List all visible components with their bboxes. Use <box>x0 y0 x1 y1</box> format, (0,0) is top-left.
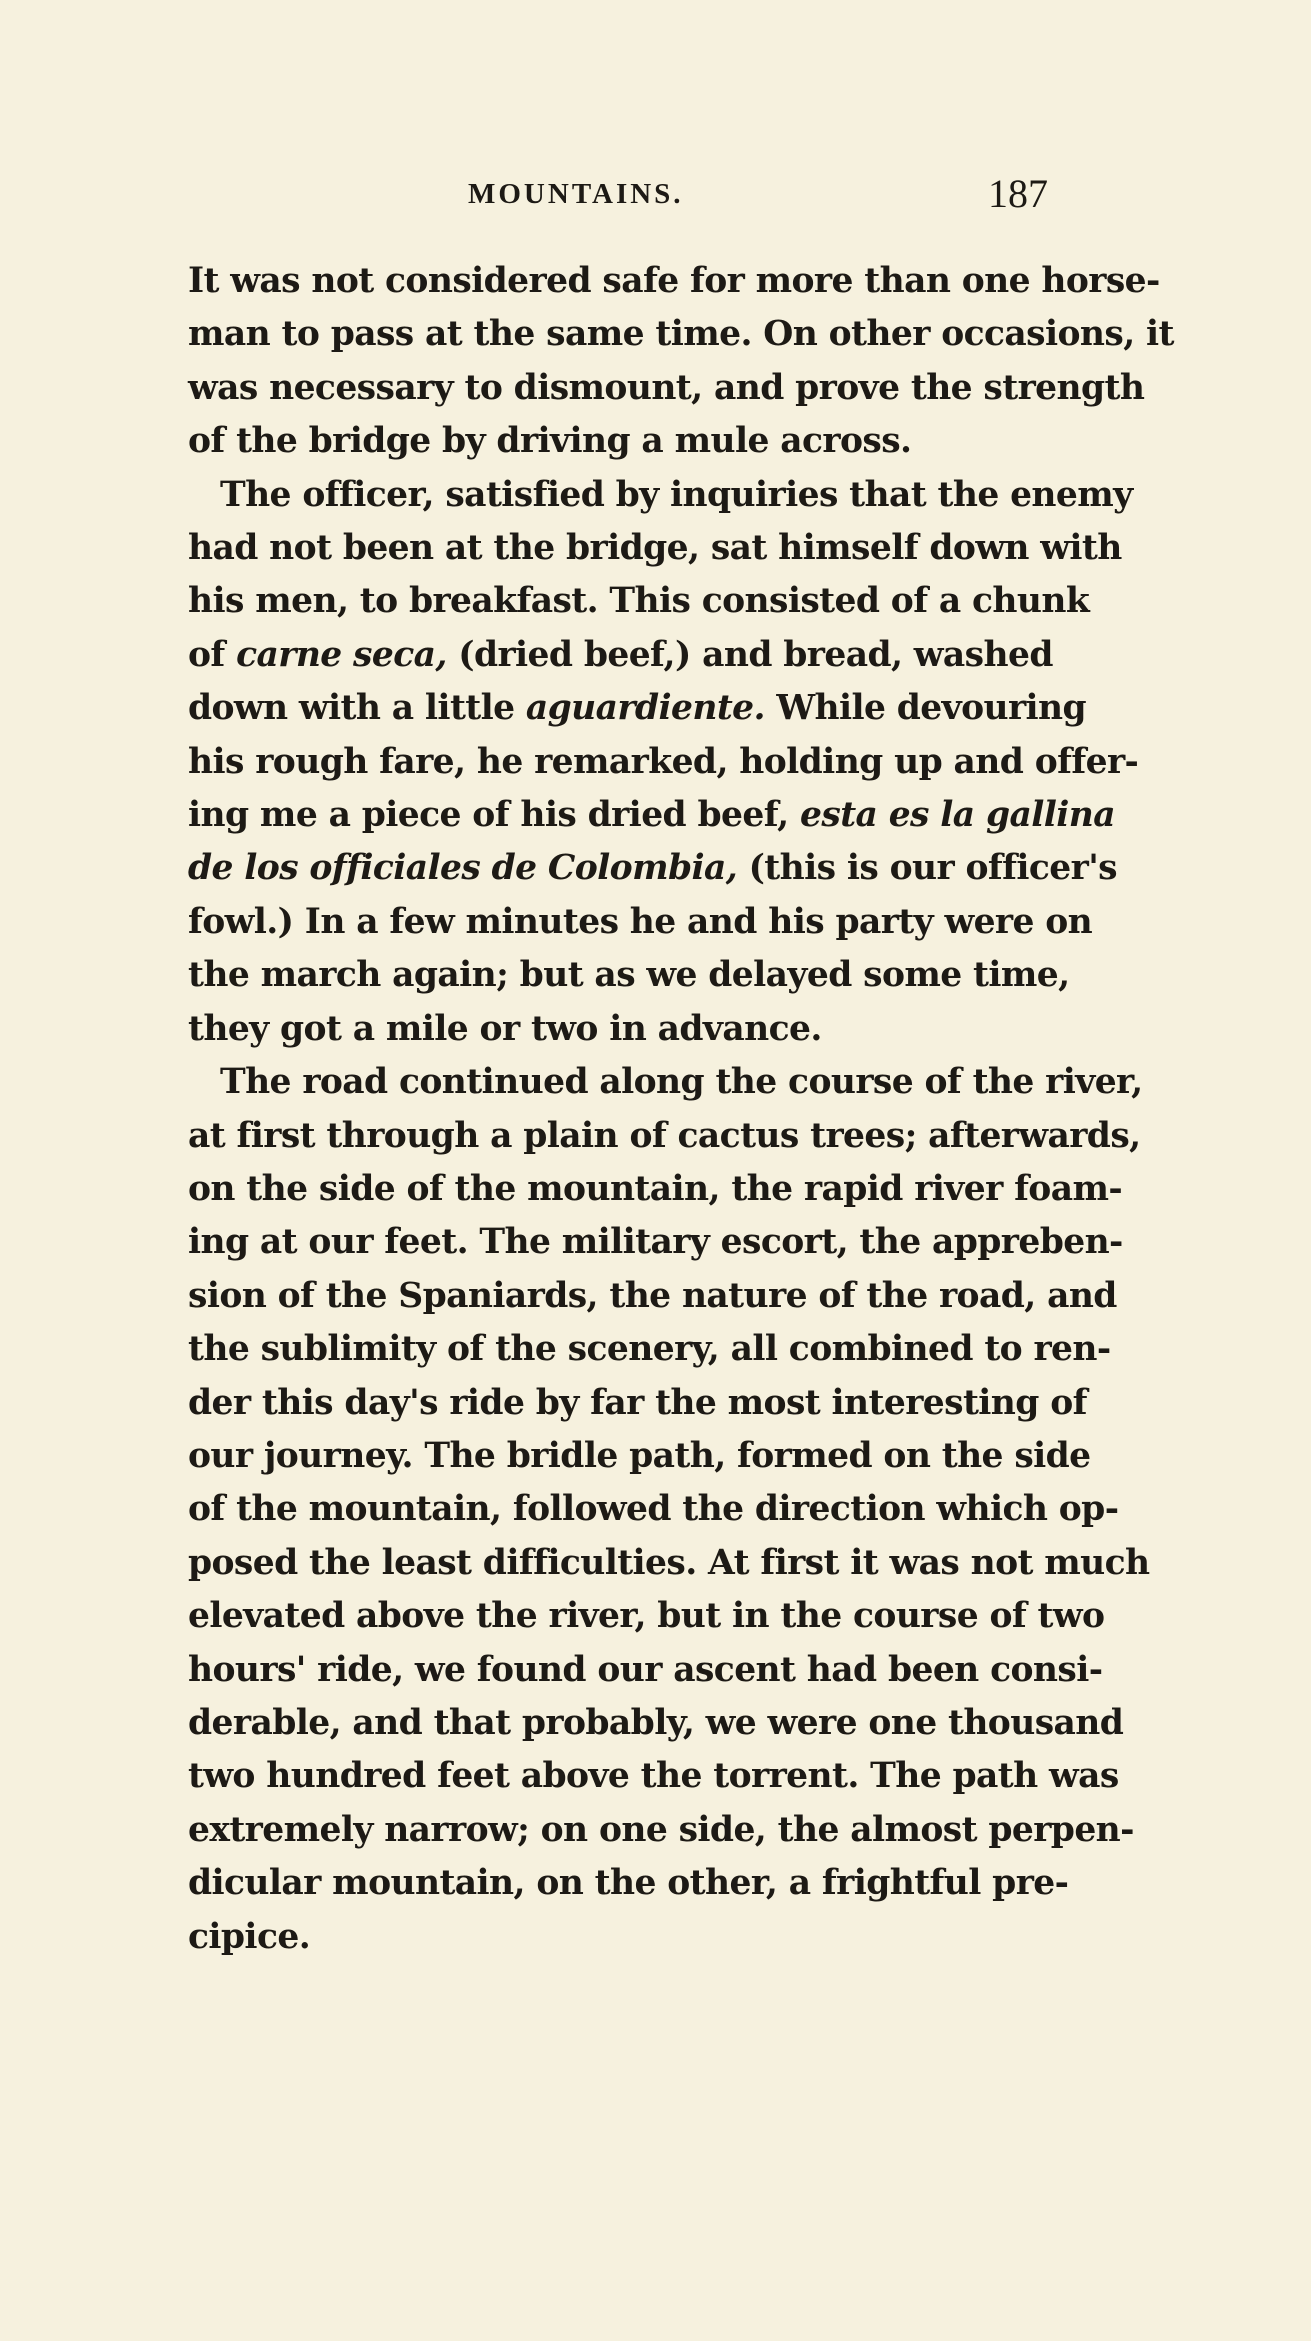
text-line: on the side of the mountain, the rapid river foam- <box>188 1168 1123 1209</box>
page-header <box>188 170 1048 230</box>
text-line: cipice. <box>188 1916 311 1957</box>
text-line: posed the least difficulties. At first it was not much <box>188 1542 1150 1583</box>
text-line: was necessary to dismount, and prove the strength <box>188 367 1145 408</box>
text-line: de los officiales de Colombia, (this is our officer's <box>188 848 1118 889</box>
body-text <box>188 255 1174 1964</box>
italic-phrase: esta es la gallina <box>800 795 1115 836</box>
text-line: his rough fare, he remarked, holding up and offer- <box>188 741 1139 782</box>
italic-phrase: carne seca, <box>236 634 447 675</box>
text-line: of the mountain, followed the direction which op- <box>188 1489 1119 1530</box>
text-line: hours' ride, we found our ascent had been consi- <box>188 1649 1103 1690</box>
text-line: The road continued along the course of the river, <box>220 1062 1143 1103</box>
text-line: ing at our feet. The military escort, the appreben- <box>188 1222 1123 1263</box>
text-line: his men, to breakfast. This consisted of a chunk <box>188 581 1090 622</box>
text-line: elevated above the river, but in the course of two <box>188 1596 1105 1637</box>
italic-phrase: aguardiente. <box>525 688 765 729</box>
text-line: down with a little aguardiente. While devouring <box>188 688 1087 729</box>
text-line: derable, and that probably, we were one thousand <box>188 1702 1124 1743</box>
text-line: two hundred feet above the torrent. The path was <box>188 1756 1119 1797</box>
text-line: extremely narrow; on one side, the almost perpen- <box>188 1809 1134 1850</box>
running-head: MOUNTAINS. <box>468 178 684 210</box>
text-line: of carne seca, (dried beef,) and bread, washed <box>188 634 1053 675</box>
text-line: at first through a plain of cactus trees; afterwards, <box>188 1115 1141 1156</box>
text-line: our journey. The bridle path, formed on the side <box>188 1435 1091 1476</box>
text-line: dicular mountain, on the other, a frightful pre- <box>188 1863 1069 1904</box>
text-line: der this day's ride by far the most interesting of <box>188 1382 1087 1423</box>
page-number: 187 <box>988 171 1048 216</box>
text-line: It was not considered safe for more than one horse- <box>188 261 1160 301</box>
text-line: they got a mile or two in advance. <box>188 1008 822 1049</box>
text-line: man to pass at the same time. On other occasions, it <box>188 314 1174 355</box>
text-line: fowl.) In a few minutes he and his party were on <box>188 901 1093 942</box>
italic-phrase: de los officiales de Colombia, <box>188 848 738 889</box>
text-line: had not been at the bridge, sat himself down with <box>188 528 1122 569</box>
text-line: sion of the Spaniards, the nature of the road, and <box>188 1275 1117 1316</box>
text-line: of the bridge by driving a mule across. <box>188 421 912 462</box>
text-line: the sublimity of the scenery, all combined to ren- <box>188 1329 1111 1370</box>
text-line: The officer, satisfied by inquiries that the enemy <box>220 474 1133 515</box>
text-line: ing me a piece of his dried beef, esta es la gallina <box>188 795 1115 836</box>
text-line: the march again; but as we delayed some time, <box>188 955 1070 996</box>
